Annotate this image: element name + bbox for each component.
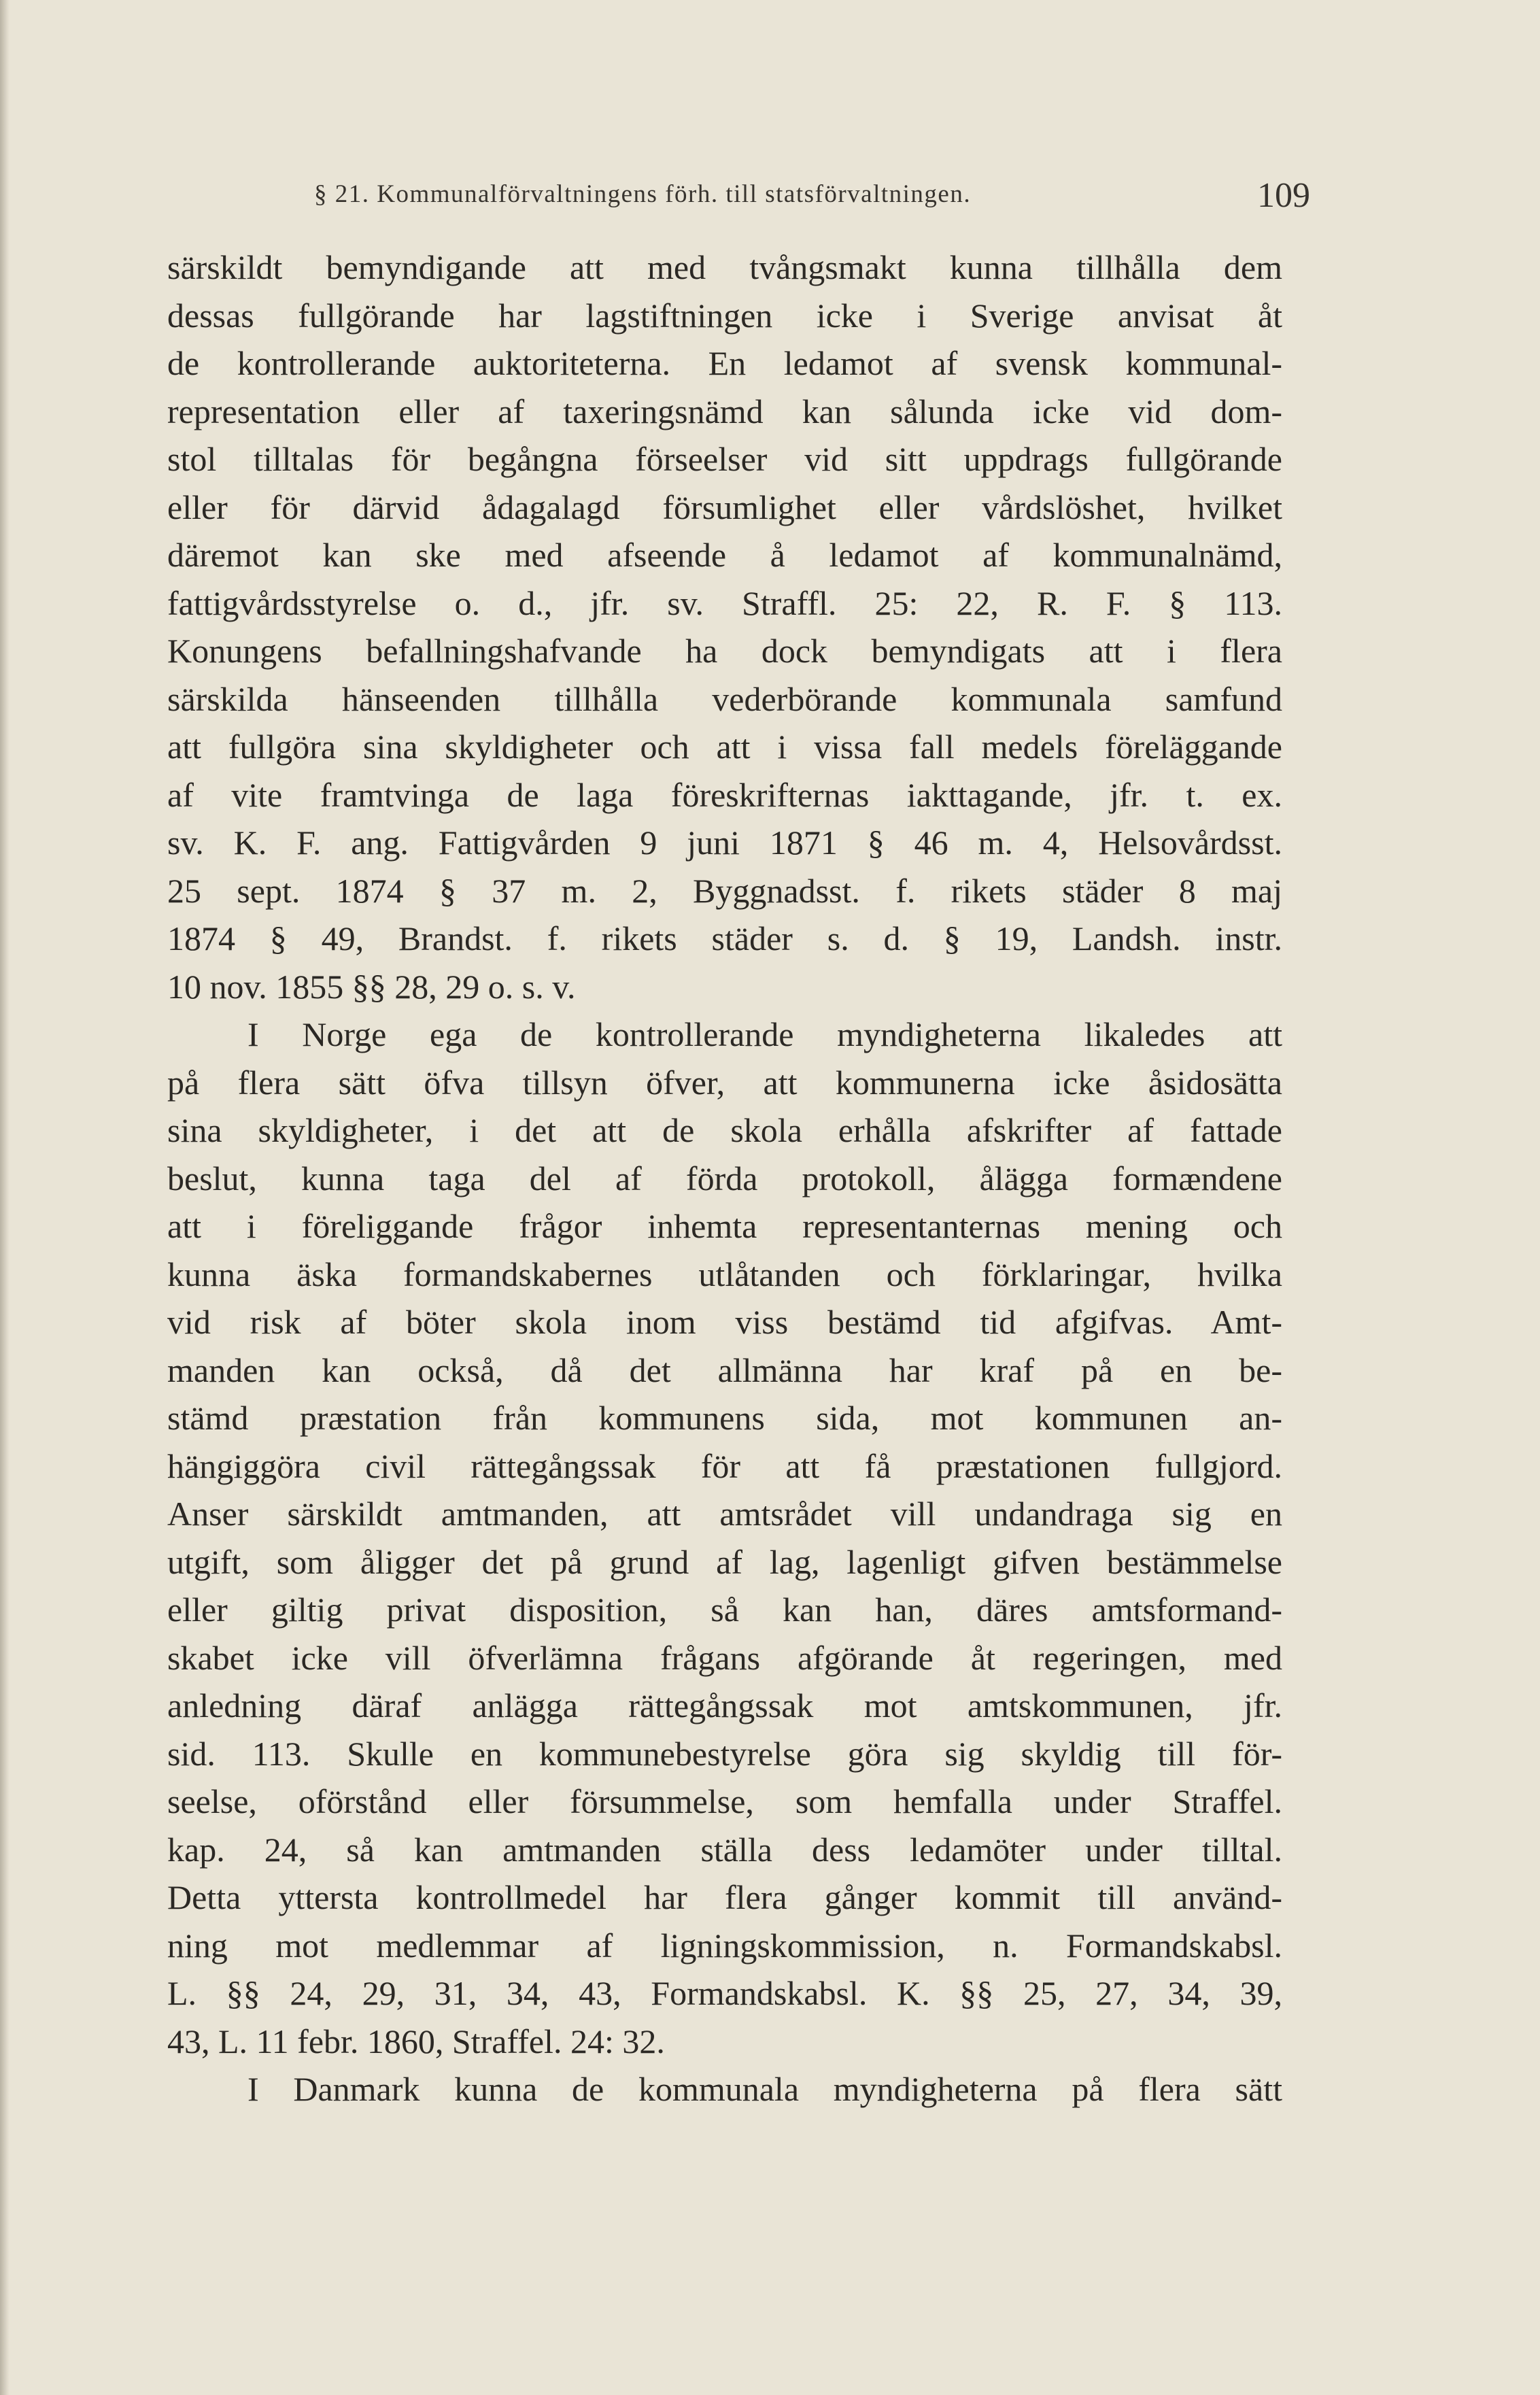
text-line: 10 nov. 1855 §§ 28, 29 o. s. v.: [167, 967, 576, 1006]
text-line: sid. 113. Skulle en kommunebestyrelse göra sig skyldig till för-: [167, 1734, 1282, 1773]
text-line: vid risk af böter skola inom viss bestämd tid afgifvas. Amt-: [167, 1303, 1282, 1341]
text-line: representation eller af taxeringsnämd kan sålunda icke vid dom-: [167, 392, 1282, 430]
text-line: af vite framtvinga de laga föreskrifternas iakttagande, jfr. t. ex.: [167, 775, 1282, 814]
text-line: 1874 § 49, Brandst. f. rikets städer s. d. § 19, Landsh. instr.: [167, 919, 1282, 957]
text-line: utgift, som åligger det på grund af lag, lagenligt gifven bestämmelse: [167, 1542, 1282, 1581]
header-title: § 21. Kommunalförvaltningens förh. till statsförvaltningen.: [314, 180, 972, 208]
text-line: fattigvårdsstyrelse o. d., jfr. sv. Straffl. 25: 22, R. F. § 113.: [167, 583, 1282, 622]
text-line: kap. 24, så kan amtmanden ställa dess ledamöter under tilltal.: [167, 1830, 1282, 1869]
paragraph: [167, 2065, 1282, 2113]
text-line: seelse, oförstånd eller försummelse, som hemfalla under Straffel.: [167, 1782, 1282, 1820]
paragraph: [167, 1010, 1282, 2065]
page-edge-shadow: [0, 0, 10, 2395]
text-line: stol tilltalas för begångna förseelser vid sitt uppdrags fullgörande: [167, 440, 1282, 478]
text-line: sina skyldigheter, i det att de skola erhålla afskrifter af fattade: [167, 1111, 1282, 1149]
text-line: L. §§ 24, 29, 31, 34, 43, Formandskabsl. K. §§ 25, 27, 34, 39,: [167, 1974, 1282, 2012]
text-line: hängiggöra civil rättegångssak för att få præstationen fullgjord.: [167, 1446, 1282, 1485]
text-line: kunna äska formandskabernes utlåtanden och förklaringar, hvilka: [167, 1255, 1282, 1293]
text-line: manden kan också, då det allmänna har kraf på en be-: [167, 1351, 1282, 1389]
text-line: däremot kan ske med afseende å ledamot af kommunalnämd,: [167, 536, 1282, 574]
text-line: skabet icke vill öfverlämna frågans afgörande åt regeringen, med: [167, 1638, 1282, 1677]
text-line: Anser särskildt amtmanden, att amtsrådet vill undandraga sig en: [167, 1495, 1282, 1533]
text-line: anledning däraf anlägga rättegångssak mot amtskommunen, jfr.: [167, 1686, 1282, 1725]
text-line: sv. K. F. ang. Fattigvården 9 juni 1871 § 46 m. 4, Helsovårdsst.: [167, 823, 1282, 862]
text-line: I Norge ega de kontrollerande myndigheterna likaledes att: [247, 1015, 1282, 1053]
text-line: särskildt bemyndigande att med tvångsmakt kunna tillhålla dem: [167, 248, 1282, 286]
text-line: att i föreliggande frågor inhemta representanternas mening och: [167, 1207, 1282, 1245]
text-line: på flera sätt öfva tillsyn öfver, att kommunerna icke åsidosätta: [167, 1063, 1282, 1102]
text-line: eller giltig privat disposition, så kan han, däres amtsformand-: [167, 1591, 1282, 1629]
text-line: beslut, kunna taga del af förda protokoll, ålägga formændene: [167, 1159, 1282, 1198]
text-line: I Danmark kunna de kommunala myndigheterna på flera sätt: [247, 2070, 1282, 2108]
text-line: stämd præstation från kommunens sida, mot kommunen an-: [167, 1399, 1282, 1437]
text-line: ning mot medlemmar af ligningskommission, n. Formandskabsl.: [167, 1926, 1282, 1965]
text-line: de kontrollerande auktoriteterna. En ledamot af svensk kommunal-: [167, 344, 1282, 382]
text-line: att fullgöra sina skyldigheter och att i vissa fall medels föreläggande: [167, 728, 1282, 766]
text-line: Konungens befallningshafvande ha dock bemyndigats att i flera: [167, 632, 1282, 670]
paragraph: [167, 243, 1282, 1010]
body-text: [167, 243, 1282, 2113]
text-line: dessas fullgörande har lagstiftningen icke i Sverige anvisat åt: [167, 296, 1282, 335]
text-line: särskilda hänseenden tillhålla vederbörande kommunala samfund: [167, 679, 1282, 718]
page-number: 109: [1257, 176, 1310, 215]
text-line: 25 sept. 1874 § 37 m. 2, Byggnadsst. f. rikets städer 8 maj: [167, 871, 1282, 910]
text-line: Detta yttersta kontrollmedel har flera gånger kommit till använd-: [167, 1878, 1282, 1916]
running-header: [314, 175, 1310, 223]
text-line: eller för därvid ådagalagd försumlighet eller vårdslöshet, hvilket: [167, 488, 1282, 526]
text-line: 43, L. 11 febr. 1860, Straffel. 24: 32.: [167, 2022, 665, 2060]
